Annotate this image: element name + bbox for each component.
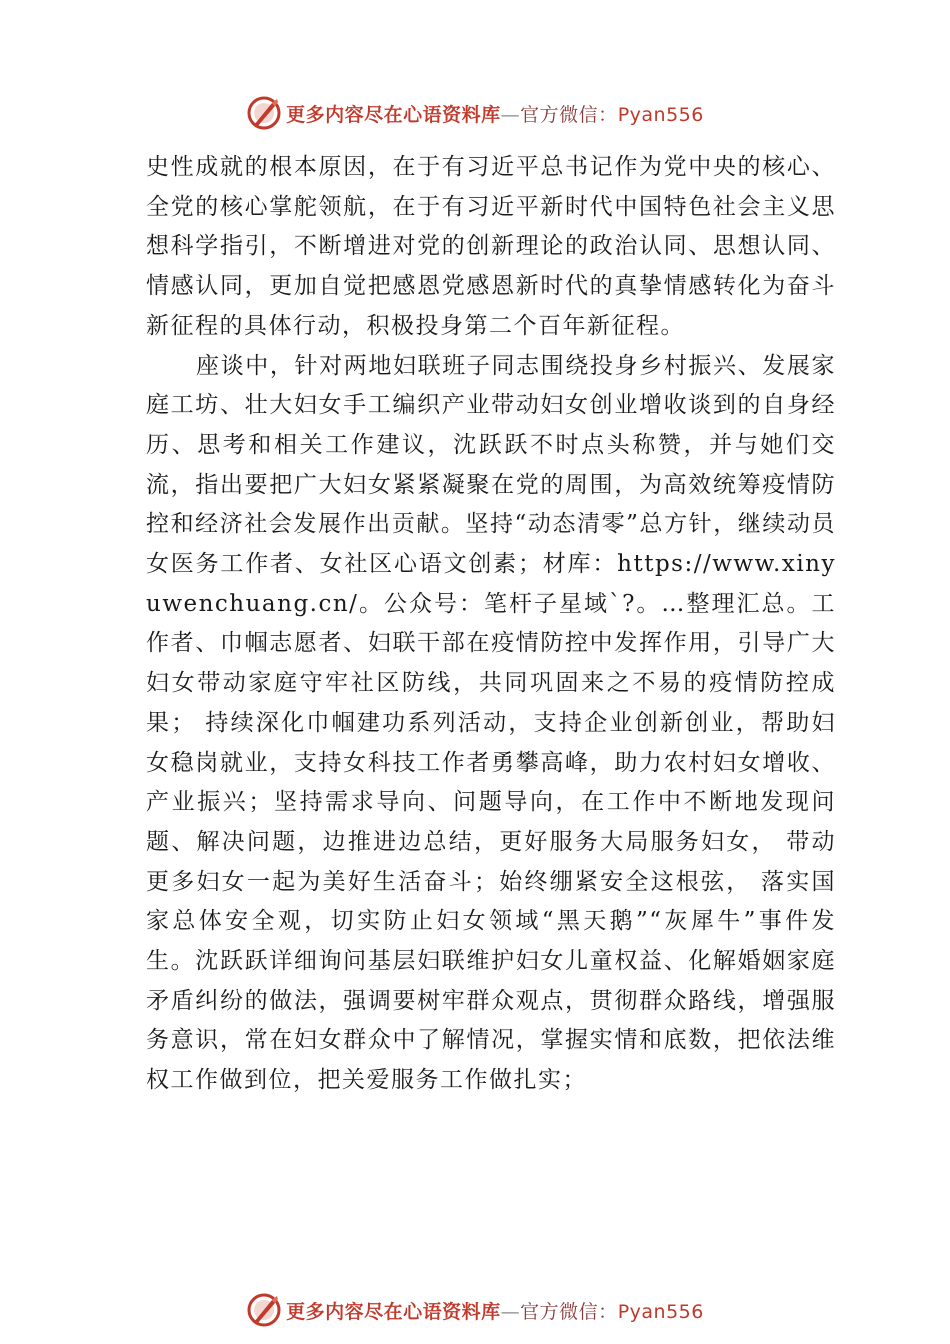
footer-banner <box>0 1290 950 1330</box>
footer-separator: — <box>500 1300 521 1323</box>
header-wechat-id: Pyan556 <box>617 103 704 126</box>
footer-brand: 更多内容尽在心语资料库 <box>286 1300 501 1323</box>
header-wechat-label: 官方微信： <box>520 103 618 126</box>
header-banner-text <box>286 100 704 127</box>
quill-pen-logo-icon <box>246 1292 282 1328</box>
footer-wechat-id: Pyan556 <box>617 1300 704 1323</box>
document-body <box>146 148 836 1101</box>
footer-banner-text <box>286 1297 704 1324</box>
header-separator: — <box>500 103 521 126</box>
header-banner <box>0 93 950 133</box>
quill-pen-logo-icon <box>246 95 282 131</box>
footer-wechat-label: 官方微信： <box>520 1300 618 1323</box>
paragraph-2: 座谈中，针对两地妇联班子同志围绕投身乡村振兴、发展家庭工坊、壮大妇女手工编织产业带动妇女创业增收谈到的自身经历、思考和相关工作建议，沈跃跃不时点头称赞，并与她们交流，指出要把广大妇女紧紧凝聚在党的周围，为高效统筹疫情防控和经济社会发展作出贡献。坚持“动态清零”总方针，继续动员女医务工作者、女社区心语文创素；材库：https://www.xinyuwenchuang.cn/。公众号：笔杆子星域`?。…整理汇总。工作者、巾帼志愿者、妇联干部在疫情防控中发挥作用，引导广大妇女带动家庭守牢社区防线，共同巩固来之不易的疫情防控成果； 持续深化巾帼建功系列活动，支持企业创新创业，帮助妇女稳岗就业，支持女科技工作者勇攀高峰，助力农村妇女增收、产业振兴；坚持需求导向、问题导向，在工作中不断地发现问题、解决问题，边推进边总结，更好服务大局服务妇女， 带动更多妇女一起为美好生活奋斗；始终绷紧安全这根弦， 落实国家总体安全观，切实防止妇女领域“黑天鹅”“灰犀牛”事件发生。沈跃跃详细询问基层妇联维护妇女儿童权益、化解婚姻家庭矛盾纠纷的做法，强调要树牢群众观点，贯彻群众路线，增强服务意识，常在妇女群众中了解情况，掌握实情和底数，把依法维权工作做到位，把关爱服务工作做扎实； <box>146 352 836 1094</box>
header-brand: 更多内容尽在心语资料库 <box>286 103 501 126</box>
paragraph-1: 史性成就的根本原因，在于有习近平总书记作为党中央的核心、全党的核心掌舵领航，在于有习近平新时代中国特色社会主义思想科学指引，不断增进对党的创新理论的政治认同、思想认同、情感认同，更加自觉把感恩党感恩新时代的真挚情感转化为奋斗新征程的具体行动，积极投身第二个百年新征程。 <box>146 154 836 339</box>
